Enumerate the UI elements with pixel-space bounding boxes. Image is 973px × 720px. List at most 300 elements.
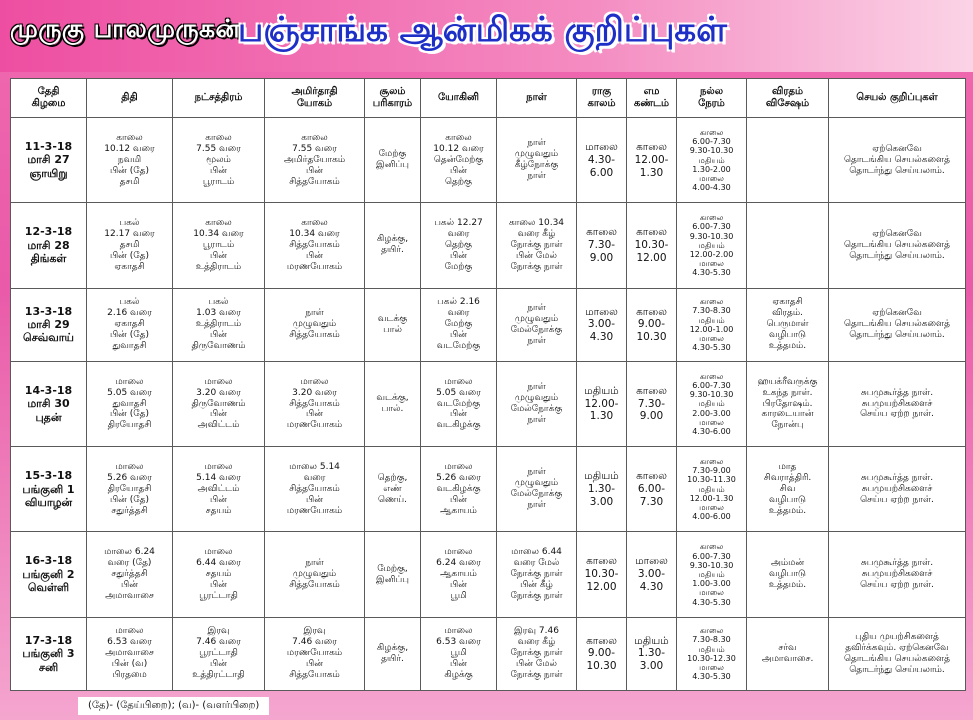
cell-soolam-parikaram	[365, 617, 421, 690]
cell-line: சர்வ	[778, 642, 797, 653]
cell-line: 5.26 வரை	[436, 472, 481, 483]
cell-yogini	[421, 288, 497, 361]
cell-line: 12.00-1.30	[689, 493, 734, 503]
cell-line: கிழக்கு	[444, 670, 473, 681]
cell-line: சித்தயோகம்	[289, 398, 340, 409]
cell-line: வழிபாடு	[769, 330, 806, 341]
cell-line: மாலை	[204, 547, 233, 558]
header-yogini	[421, 79, 497, 118]
cell-amirthadhi-yogam	[265, 118, 365, 203]
header-line: நாள்	[526, 91, 547, 103]
cell-line: 4.30-	[587, 153, 616, 166]
cell-line: இரவு	[303, 626, 326, 637]
cell-line: மதியம்	[698, 240, 725, 250]
cell-line: 1.03 வரை	[196, 308, 241, 319]
cell-line: 4.00-4.30	[692, 183, 731, 193]
cell-line: முழுவதும்	[514, 393, 559, 404]
cell-line: நவமி	[117, 154, 142, 165]
cell-line: இனிப்பு	[376, 574, 409, 585]
cell-line: 6.00-	[637, 482, 666, 495]
cell-ema-kandam	[627, 617, 677, 690]
cell-viratham-visesham	[747, 447, 829, 532]
cell-line: தொடங்கிய செயல்களைத்	[843, 653, 950, 664]
cell-line: திரயோதசி	[107, 483, 152, 494]
cell-thithi	[87, 532, 173, 617]
cell-naal	[497, 203, 577, 288]
cell-line: மேற்கு	[444, 261, 473, 272]
header-line: கண்டம்	[633, 98, 670, 109]
header-line: விசேஷம்	[765, 98, 810, 109]
header-line: பரிகாரம்	[372, 98, 413, 109]
cell-line: 16-3-18	[24, 554, 73, 568]
cell-naal	[497, 361, 577, 446]
cell-ema-kandam	[627, 532, 677, 617]
cell-line: மாலை	[444, 626, 473, 637]
cell-line: 5.05 வரை	[107, 387, 152, 398]
cell-line: மதியம்	[634, 634, 669, 647]
cell-line: 9.30-10.30	[689, 390, 734, 400]
cell-line: திரயோதசி	[107, 420, 152, 431]
cell-yogini	[421, 532, 497, 617]
cell-line: மேல்நோக்கு	[510, 489, 563, 500]
cell-line: மாலை	[115, 626, 144, 637]
cell-line: 7.46 வரை	[196, 637, 241, 648]
cell-thithi	[87, 447, 173, 532]
cell-line: மாலை	[204, 461, 233, 472]
cell-line: ஹயக்ரீவருக்கு	[757, 376, 818, 387]
cell-line: மேற்கு,	[377, 563, 408, 574]
cell-line: 12.00-2.00	[689, 250, 734, 260]
cell-line: 3.00-	[587, 318, 616, 331]
cell-nalla-neram	[677, 118, 747, 203]
cell-thithi	[87, 118, 173, 203]
cell-date	[11, 288, 87, 361]
cell-line: காலை	[699, 542, 724, 552]
cell-line: வடகிழக்கு	[436, 420, 481, 431]
cell-line: சித்தயோகம்	[289, 580, 340, 591]
cell-line: புதன்	[35, 410, 62, 424]
cell-line: உத்திராடம்	[195, 319, 242, 330]
cell-line: பின்	[210, 165, 227, 176]
cell-amirthadhi-yogam	[265, 203, 365, 288]
cell-nalla-neram	[677, 361, 747, 446]
cell-line: மாலை	[585, 305, 618, 318]
header-ema-kandam	[627, 79, 677, 118]
cell-line: காலை	[445, 132, 472, 143]
brand-name: முருகு பாலமுருகன்	[10, 14, 241, 43]
cell-line: பால்.	[381, 403, 404, 414]
cell-line: ஏற்கெனவே	[872, 308, 922, 319]
cell-line: ஆகாயம்	[440, 505, 477, 516]
cell-line: அம்மன்	[770, 558, 805, 569]
header-line: நட்சத்திரம்	[194, 91, 243, 103]
cell-ema-kandam	[627, 288, 677, 361]
cell-line: பின் (தே)	[109, 409, 150, 420]
cell-line: 9.30-10.30	[689, 231, 734, 241]
cell-nakshatra	[173, 617, 265, 690]
cell-line: 3.00	[589, 495, 614, 508]
cell-nalla-neram	[677, 288, 747, 361]
cell-line: 12.00-1.00	[689, 324, 734, 334]
table-row	[11, 203, 966, 288]
cell-yogini	[421, 447, 497, 532]
cell-nakshatra	[173, 288, 265, 361]
cell-yogini	[421, 361, 497, 446]
cell-line: கிழக்கு,	[376, 234, 409, 245]
cell-rahu-kalam	[577, 118, 627, 203]
cell-line: பூமி	[450, 591, 467, 601]
header-line: தேதி	[37, 85, 60, 97]
cell-line: நாள்	[527, 138, 546, 149]
cell-line: மரணயோகம்	[286, 648, 343, 659]
cell-line: ஏகாதசி	[114, 319, 145, 330]
cell-line: மாலை 6.24	[104, 547, 155, 558]
cell-line: மாலை	[444, 547, 473, 558]
cell-rahu-kalam	[577, 532, 627, 617]
cell-line: பின்	[210, 250, 227, 261]
header-soolam-parikaram	[365, 79, 421, 118]
cell-line: வியாழன்	[24, 495, 73, 509]
cell-line: வரை (தே)	[107, 558, 152, 569]
cell-line: நாள்	[527, 500, 546, 511]
cell-line: வரை கீழ்	[517, 637, 556, 648]
header-line: கிழமை	[31, 98, 66, 109]
cell-line: ஏகாதசி	[114, 261, 145, 272]
cell-line: 1.30-2.00	[692, 164, 731, 174]
cell-seyal-kurippugal	[829, 532, 966, 617]
cell-yogini	[421, 203, 497, 288]
cell-line: 6.00-7.30	[692, 551, 731, 561]
cell-line: வரை	[447, 228, 470, 239]
cell-thithi	[87, 361, 173, 446]
cell-line: காலை	[116, 132, 143, 143]
header-line: எம	[643, 85, 660, 97]
cell-line: மாலை	[635, 555, 668, 568]
cell-line: பின்	[450, 330, 467, 341]
cell-yogini	[421, 617, 497, 690]
cell-line: சிவராத்திரி.	[763, 472, 812, 483]
cell-line: மாலை	[204, 376, 233, 387]
cell-line: மாலை	[115, 461, 144, 472]
cell-line: 10.30	[636, 331, 667, 344]
cell-line: மாசி 27	[27, 153, 70, 167]
cell-line: தொடங்கிய செயல்களைத்	[843, 239, 950, 250]
cell-line: மாலை	[300, 376, 329, 387]
cell-line: பின் (வ)	[111, 659, 148, 670]
cell-line: பின்	[306, 494, 323, 505]
cell-line: மாலை	[699, 333, 724, 343]
header-line: நல்ல	[699, 85, 724, 97]
table-body	[11, 118, 966, 691]
cell-line: 7.30-8.30	[692, 306, 731, 316]
cell-line: முழுவதும்	[292, 569, 337, 580]
cell-line: சனி	[38, 660, 59, 674]
cell-line: காலை	[636, 470, 667, 483]
cell-amirthadhi-yogam	[265, 361, 365, 446]
cell-nalla-neram	[677, 532, 747, 617]
cell-line: முழுவதும்	[514, 149, 559, 160]
cell-line: மாலை 6.44	[511, 547, 562, 558]
header-line: காலம்	[587, 98, 616, 109]
cell-line: தயிர்.	[381, 245, 404, 256]
cell-line: காலை	[205, 132, 232, 143]
cell-seyal-kurippugal	[829, 118, 966, 203]
cell-nalla-neram	[677, 617, 747, 690]
page-title: பஞ்சாங்க ஆன்மிகக் குறிப்புகள்	[238, 10, 727, 50]
cell-line: மதியம்	[584, 384, 619, 397]
header-viratham-visesham	[747, 79, 829, 118]
cell-line: 13-3-18	[24, 304, 73, 318]
cell-line: 10.12 வரை	[433, 143, 484, 154]
cell-line: 1.00-3.00	[692, 579, 731, 589]
cell-line: தொடர்ந்து செய்யலாம்.	[849, 165, 945, 176]
cell-line: ஏகாதசி	[772, 297, 803, 308]
cell-line: செய்ய ஏற்ற நாள்.	[860, 494, 934, 505]
cell-line: 3.20 வரை	[292, 387, 337, 398]
cell-line: அமாவாசை	[105, 648, 154, 659]
cell-nalla-neram	[677, 203, 747, 288]
cell-line: 4.00-6.00	[692, 512, 731, 522]
cell-line: முழுவதும்	[514, 313, 559, 324]
header-amirthadhi-yogam	[265, 79, 365, 118]
cell-line: 6.00-7.30	[692, 381, 731, 391]
cell-viratham-visesham	[747, 532, 829, 617]
cell-line: மேல்நோக்கு	[510, 403, 563, 414]
cell-line: பின் மேல்	[516, 659, 557, 670]
cell-line: 6.44 வரை	[196, 558, 241, 569]
cell-ema-kandam	[627, 203, 677, 288]
cell-soolam-parikaram	[365, 361, 421, 446]
cell-line: செவ்வாய்	[23, 331, 74, 345]
cell-line: தொடர்ந்து செய்யலாம்.	[849, 664, 945, 675]
cell-line: வரை	[447, 308, 470, 319]
cell-line: நாள்	[527, 171, 546, 182]
cell-line: மதியம்	[698, 315, 725, 325]
cell-line: சுபமுகூர்த்த நாள்.	[860, 558, 934, 569]
cell-line: உத்தமம்.	[768, 341, 807, 352]
cell-line: 12.17 வரை	[104, 228, 155, 239]
cell-line: 12.00-	[584, 397, 619, 410]
cell-viratham-visesham	[747, 203, 829, 288]
cell-line: 14-3-18	[24, 383, 73, 397]
cell-line: 1.30	[589, 410, 614, 423]
cell-line: சித்தயோகம்	[289, 670, 340, 681]
cell-line: நாள்	[527, 414, 546, 425]
cell-date	[11, 617, 87, 690]
cell-line: 6.24 வரை	[436, 558, 481, 569]
cell-line: 12-3-18	[24, 225, 73, 239]
cell-line: காலை	[301, 132, 328, 143]
cell-line: காலை	[636, 384, 667, 397]
cell-line: 9.30-10.30	[689, 146, 734, 156]
cell-line: நாள்	[527, 302, 546, 313]
cell-line: 9.00	[589, 251, 614, 264]
cell-line: உத்தமம்.	[768, 580, 807, 591]
cell-line: வடமேற்கு	[436, 398, 481, 409]
cell-line: 12.00-	[634, 153, 669, 166]
cell-line: மூலம்	[206, 154, 231, 165]
cell-line: 6.00	[589, 166, 614, 179]
cell-viratham-visesham	[747, 288, 829, 361]
cell-viratham-visesham	[747, 361, 829, 446]
cell-line: மேல்நோக்கு	[510, 324, 563, 335]
cell-naal	[497, 532, 577, 617]
cell-line: பகல் 12.27	[434, 218, 483, 228]
cell-line: 3.20 வரை	[196, 387, 241, 398]
cell-rahu-kalam	[577, 288, 627, 361]
cell-line: 6.53 வரை	[436, 637, 481, 648]
cell-line: 4.30-6.00	[692, 426, 731, 436]
cell-line: தயிர்.	[381, 653, 404, 664]
cell-line: நோக்கு நாள்	[510, 591, 563, 601]
cell-line: சித்தயோகம்	[289, 176, 340, 187]
cell-line: பின்	[210, 659, 227, 670]
header-line: ராகு	[591, 85, 612, 97]
cell-line: பகல் 2.16	[437, 297, 480, 308]
cell-line: மாலை	[115, 376, 144, 387]
cell-ema-kandam	[627, 447, 677, 532]
cell-line: காலை	[301, 218, 328, 228]
cell-line: வடகிழக்கு	[436, 483, 481, 494]
cell-line: மாலை	[585, 140, 618, 153]
cell-line: காலை	[699, 371, 724, 381]
cell-ema-kandam	[627, 361, 677, 446]
cell-line: சுபமுயற்சிகளைச்	[861, 569, 933, 580]
cell-rahu-kalam	[577, 361, 627, 446]
cell-line: பின்	[306, 409, 323, 420]
cell-line: நோக்கு நாள்	[510, 261, 563, 272]
cell-line: பின்	[210, 494, 227, 505]
cell-line: 1.30-	[587, 482, 616, 495]
cell-line: அமிர்தயோகம்	[283, 154, 346, 165]
cell-line: மாலை	[444, 461, 473, 472]
cell-ema-kandam	[627, 118, 677, 203]
cell-line: உகந்த நாள்.	[762, 387, 813, 398]
cell-yogini	[421, 118, 497, 203]
cell-line: பின்	[450, 580, 467, 591]
cell-line: காலை	[636, 140, 667, 153]
panchangam-table	[10, 78, 966, 691]
header-nakshatra	[173, 79, 265, 118]
cell-line: பிரதமை	[112, 670, 147, 681]
cell-line: 15-3-18	[24, 469, 73, 483]
cell-line: 1.30	[639, 166, 664, 179]
cell-line: பூமி	[450, 648, 467, 659]
cell-line: அமாவாசை.	[761, 653, 814, 664]
cell-line: தெற்கு	[445, 176, 472, 187]
cell-thithi	[87, 617, 173, 690]
cell-line: 9.00-	[637, 318, 666, 331]
cell-line: முழுவதும்	[292, 319, 337, 330]
cell-line: மாத	[778, 461, 797, 472]
cell-line: ஞாயிறு	[29, 166, 68, 180]
cell-nakshatra	[173, 447, 265, 532]
cell-line: காலை	[586, 634, 617, 647]
cell-line: சதயம்	[205, 569, 232, 580]
cell-line: செய்ய ஏற்ற நாள்.	[860, 580, 934, 591]
cell-line: 6.00-7.30	[692, 137, 731, 147]
cell-line: 7.55 வரை	[196, 143, 241, 154]
cell-line: மரணயோகம்	[286, 261, 343, 272]
cell-line: நாள்	[527, 467, 546, 478]
cell-line: பங்குனி 1	[22, 482, 75, 496]
cell-line: 10.30-	[584, 568, 619, 581]
cell-line: துவாதசி	[112, 341, 147, 352]
cell-line: பால்	[383, 324, 402, 335]
cell-line: காலை	[205, 218, 232, 228]
cell-line: 4.30	[589, 331, 614, 344]
cell-line: பின்	[210, 409, 227, 420]
cell-line: வடமேற்கு	[436, 341, 481, 352]
cell-line: சித்தயோகம்	[289, 330, 340, 341]
cell-amirthadhi-yogam	[265, 288, 365, 361]
cell-line: பின் மேல்	[516, 250, 557, 261]
cell-line: வழிபாடு	[769, 569, 806, 580]
cell-line: 10.30-	[634, 239, 669, 252]
cell-line: 7.55 வரை	[292, 143, 337, 154]
cell-line: 9.00-	[587, 647, 616, 660]
cell-amirthadhi-yogam	[265, 532, 365, 617]
cell-line: இரவு	[207, 626, 230, 637]
cell-line: நாள்	[305, 558, 324, 569]
cell-line: 4.30-5.30	[692, 597, 731, 607]
cell-line: பின்	[121, 580, 138, 591]
cell-line: பின் (தே)	[109, 330, 150, 341]
table-row	[11, 288, 966, 361]
cell-line: மதியம்	[698, 399, 725, 409]
cell-line: காலை	[699, 297, 724, 307]
cell-line: மேற்கு	[444, 319, 473, 330]
cell-line: இரவு 7.46	[514, 626, 559, 637]
cell-line: பின்	[306, 250, 323, 261]
cell-line: பூரட்டாதி	[199, 591, 238, 601]
cell-line: உத்திராடம்	[195, 261, 242, 272]
cell-line: 10.12 வரை	[104, 143, 155, 154]
cell-line: மதியம்	[698, 155, 725, 165]
cell-line: காலை	[636, 226, 667, 239]
cell-line: அவிட்டம்	[197, 483, 240, 494]
cell-nalla-neram	[677, 447, 747, 532]
cell-line: 12.00	[586, 580, 617, 593]
cell-line: அமாவாசை	[105, 591, 154, 601]
cell-naal	[497, 118, 577, 203]
cell-line: பகல்	[119, 297, 140, 308]
cell-line: சித்தயோகம்	[289, 483, 340, 494]
cell-line: 10.34 வரை	[289, 228, 340, 239]
cell-line: மாலை	[699, 663, 724, 673]
cell-naal	[497, 288, 577, 361]
cell-line: காலை	[699, 127, 724, 137]
cell-line: பகல்	[208, 297, 229, 308]
cell-line: 4.30	[639, 580, 664, 593]
cell-line: சுபமுகூர்த்த நாள்.	[860, 387, 934, 398]
cell-line: ஏற்கெனவே	[872, 228, 922, 239]
cell-line: 10.34 வரை	[193, 228, 244, 239]
cell-line: 7.30-	[587, 239, 616, 252]
cell-line: தசமி	[119, 239, 140, 250]
cell-nakshatra	[173, 361, 265, 446]
cell-line: பின்	[450, 409, 467, 420]
cell-line: சதுர்த்தசி	[111, 569, 148, 580]
cell-amirthadhi-yogam	[265, 447, 365, 532]
header-line: சூலம்	[379, 85, 406, 97]
cell-line: பின்	[306, 659, 323, 670]
cell-line: பின்	[210, 330, 227, 341]
header-line: நேரம்	[698, 98, 725, 109]
cell-line: பிரதோஷம்.	[762, 398, 813, 409]
cell-date	[11, 118, 87, 203]
cell-line: தொடங்கிய செயல்களைத்	[843, 154, 950, 165]
